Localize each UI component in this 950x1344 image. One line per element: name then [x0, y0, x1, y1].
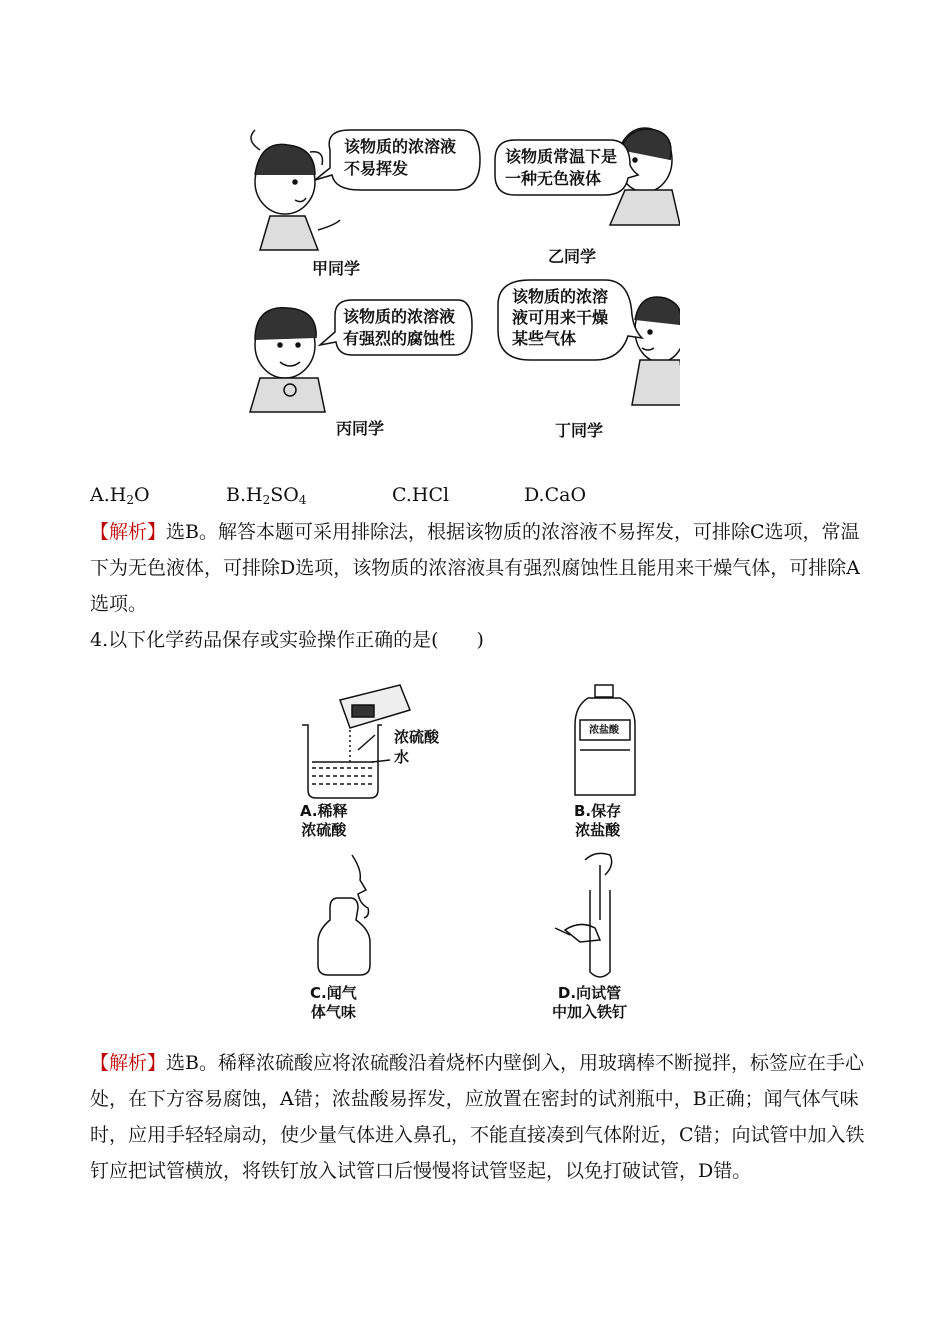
caption-a: A.稀释 浓硫酸	[300, 802, 348, 839]
jia-bubble-line2: 不易挥发	[344, 159, 409, 178]
option-d: D.CaO	[524, 484, 587, 506]
bing-bubble-line2: 有强烈的腐蚀性	[343, 329, 456, 348]
option-a: $A.H_2O$	[90, 484, 150, 507]
label-water: 水	[394, 748, 410, 766]
ding-bubble-line3: 某些气体	[512, 329, 577, 348]
students-figure	[240, 120, 680, 450]
caption-b: B.保存 浓盐酸	[574, 802, 622, 839]
q3-analysis-text: 选B。解答本题可采用排除法，根据该物质的浓溶液不易挥发，可排除C选项，常温下为无色液体，可排除D选项，该物质的浓溶液具有强烈腐蚀性且能用来干燥气体，可排除A选项。	[90, 521, 860, 615]
label-concentrated-acid: 浓硫酸	[394, 728, 440, 746]
q4-analysis-text: 选B。稀释浓硫酸应将浓硫酸沿着烧杯内壁倒入，用玻璃棒不断搅拌，标签应在手心处，在下方容易腐蚀，A错；浓盐酸易挥发，应放置在密封的试剂瓶中，B正确；闻气体气味时，应用手轻轻扇动，使少量气体进入鼻孔，不能直接凑到气体附近，C错；向试管中加入铁钉应把试管横放，将铁钉放入试管口后慢慢将试管竖起，以免打破试管，D错。	[90, 1052, 865, 1182]
ding-bubble-line1: 该物质的浓溶	[512, 287, 609, 306]
q3-analysis	[90, 514, 870, 622]
yi-bubble-line2: 一种无色液体	[505, 169, 602, 188]
ding-caption: 丁同学	[555, 421, 604, 440]
yi-bubble-text	[505, 146, 617, 190]
bottle-drawing	[575, 685, 635, 795]
bing-caption: 丙同学	[336, 419, 385, 438]
caption-d: D.向试管 中加入铁钉	[552, 984, 628, 1021]
analysis-tag: 【解析】	[90, 1052, 167, 1074]
bing-bubble-line1: 该物质的浓溶液	[343, 307, 456, 326]
option-b: $B.H_2SO_4$	[226, 484, 307, 507]
jia-bubble-text	[344, 136, 456, 180]
q4-analysis	[90, 1045, 870, 1189]
bottle-label: 浓盐酸	[589, 725, 619, 736]
jia-bubble-line1: 该物质的浓溶液	[344, 137, 457, 156]
jia-caption: 甲同学	[312, 259, 361, 278]
test-tube-drawing	[555, 853, 612, 977]
student-ding-drawing	[632, 297, 680, 405]
caption-c: C.闻气 体气味	[310, 984, 357, 1021]
student-bing-drawing	[250, 308, 325, 412]
yi-caption: 乙同学	[548, 247, 597, 266]
lab-figure	[290, 680, 660, 1030]
ding-bubble-line2: 液可用来干燥	[512, 308, 609, 327]
yi-bubble-line1: 该物质常温下是	[505, 147, 618, 166]
q4-stem: 4.以下化学药品保存或实验操作正确的是( )	[90, 629, 484, 651]
option-c: C.HCl	[392, 484, 450, 506]
student-jia-drawing	[251, 130, 340, 250]
analysis-tag: 【解析】	[90, 521, 167, 543]
ding-bubble-text	[512, 286, 608, 349]
bing-bubble-text	[343, 306, 455, 350]
smell-drawing	[318, 855, 370, 975]
